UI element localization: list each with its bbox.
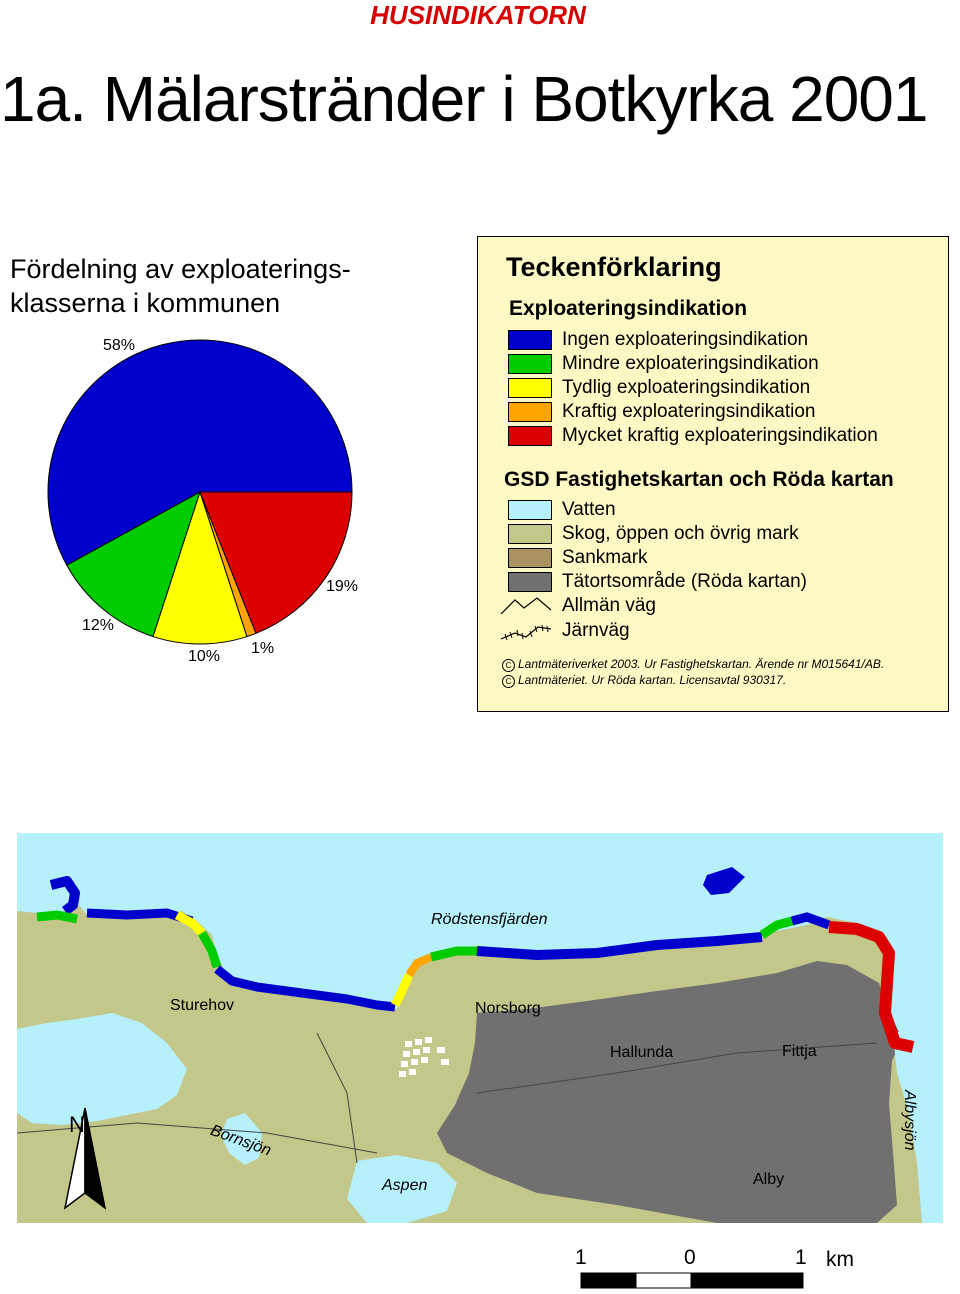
swatch-sankmark: [508, 548, 552, 568]
place-fittja: Fittja: [782, 1043, 817, 1060]
scale-label-mid: 0: [684, 1246, 696, 1269]
swatch-tatort: [508, 572, 552, 592]
legend-item-ingen: Ingen exploateringsindikation: [508, 328, 808, 352]
legend-item-skog: Skog, öppen och övrig mark: [508, 522, 799, 546]
place-albysjon: Albysjön: [901, 1090, 918, 1151]
place-norsborg: Norsborg: [475, 1000, 541, 1017]
pie-label-12: 12%: [82, 617, 115, 634]
place-alby: Alby: [753, 1171, 785, 1188]
pie-chart: [0, 320, 420, 680]
copyright-line-1: C Lantmäteriverket 2003. Ur Fastighetskartan. Ärende nr M015641/AB.: [502, 657, 884, 672]
legend-item-mycket-kraftig: Mycket kraftig exploateringsindikation: [508, 424, 878, 448]
swatch-tydlig: [508, 378, 552, 398]
copyright-line-2: C Lantmäteriet. Ur Röda kartan. Licensavtal 930317.: [502, 673, 786, 688]
legend-section-gsd: GSD Fastighetskartan och Röda kartan: [504, 468, 894, 491]
scale-label-unit: km: [826, 1248, 854, 1271]
legend-item-mindre: Mindre exploateringsindikation: [508, 352, 819, 376]
legend-title: Teckenförklaring: [506, 252, 722, 282]
railway-line-icon: [500, 619, 552, 643]
swatch-mycket-kraftig: [508, 426, 552, 446]
pie-label-10: 10%: [188, 648, 221, 665]
legend-box: [477, 236, 949, 712]
legend-item-tydlig: Tydlig exploateringsindikation: [508, 376, 810, 400]
place-sturehov: Sturehov: [170, 997, 235, 1014]
legend-item-kraftig: Kraftig exploateringsindikation: [508, 400, 816, 424]
place-bornsjon: Bornsjön: [208, 1122, 274, 1160]
swatch-mindre: [508, 354, 552, 374]
swatch-skog: [508, 524, 552, 544]
header-label: HUSINDIKATORN: [370, 0, 586, 30]
copyright-icon: C: [502, 675, 515, 688]
place-rodstensfjarden: Rödstensfjärden: [431, 911, 548, 928]
place-aspen: Aspen: [382, 1177, 428, 1194]
legend-item-allman-vag: Allmän väg: [500, 594, 656, 618]
pie-label-1: 1%: [251, 640, 275, 657]
swatch-kraftig: [508, 402, 552, 422]
pie-label-58: 58%: [103, 337, 136, 354]
legend-item-vatten: Vatten: [508, 498, 616, 522]
pie-label-19: 19%: [326, 578, 359, 595]
swatch-vatten: [508, 500, 552, 520]
map[interactable]: [17, 833, 943, 1223]
scale-label-right: 1: [795, 1246, 807, 1269]
page-title: 1a. Mälarstränder i Botkyrka 2001: [0, 63, 928, 135]
legend-item-sankmark: Sankmark: [508, 546, 648, 570]
swatch-ingen: [508, 330, 552, 350]
scale-label-left: 1: [575, 1246, 587, 1269]
legend-section-exploitation: Exploateringsindikation: [509, 297, 748, 320]
copyright-icon: C: [502, 659, 515, 672]
road-line-icon: [500, 594, 552, 618]
north-label: N: [69, 1112, 85, 1137]
shore-band-mindre: [37, 915, 77, 919]
place-hallunda: Hallunda: [610, 1044, 674, 1061]
scale-bar: [580, 1272, 810, 1290]
legend-item-tatort: Tätortsområde (Röda kartan): [508, 570, 807, 594]
pie-chart-title: Fördelning av exploaterings- klasserna i kommunen: [10, 254, 351, 318]
legend-item-jarnvag: Järnväg: [500, 619, 630, 643]
